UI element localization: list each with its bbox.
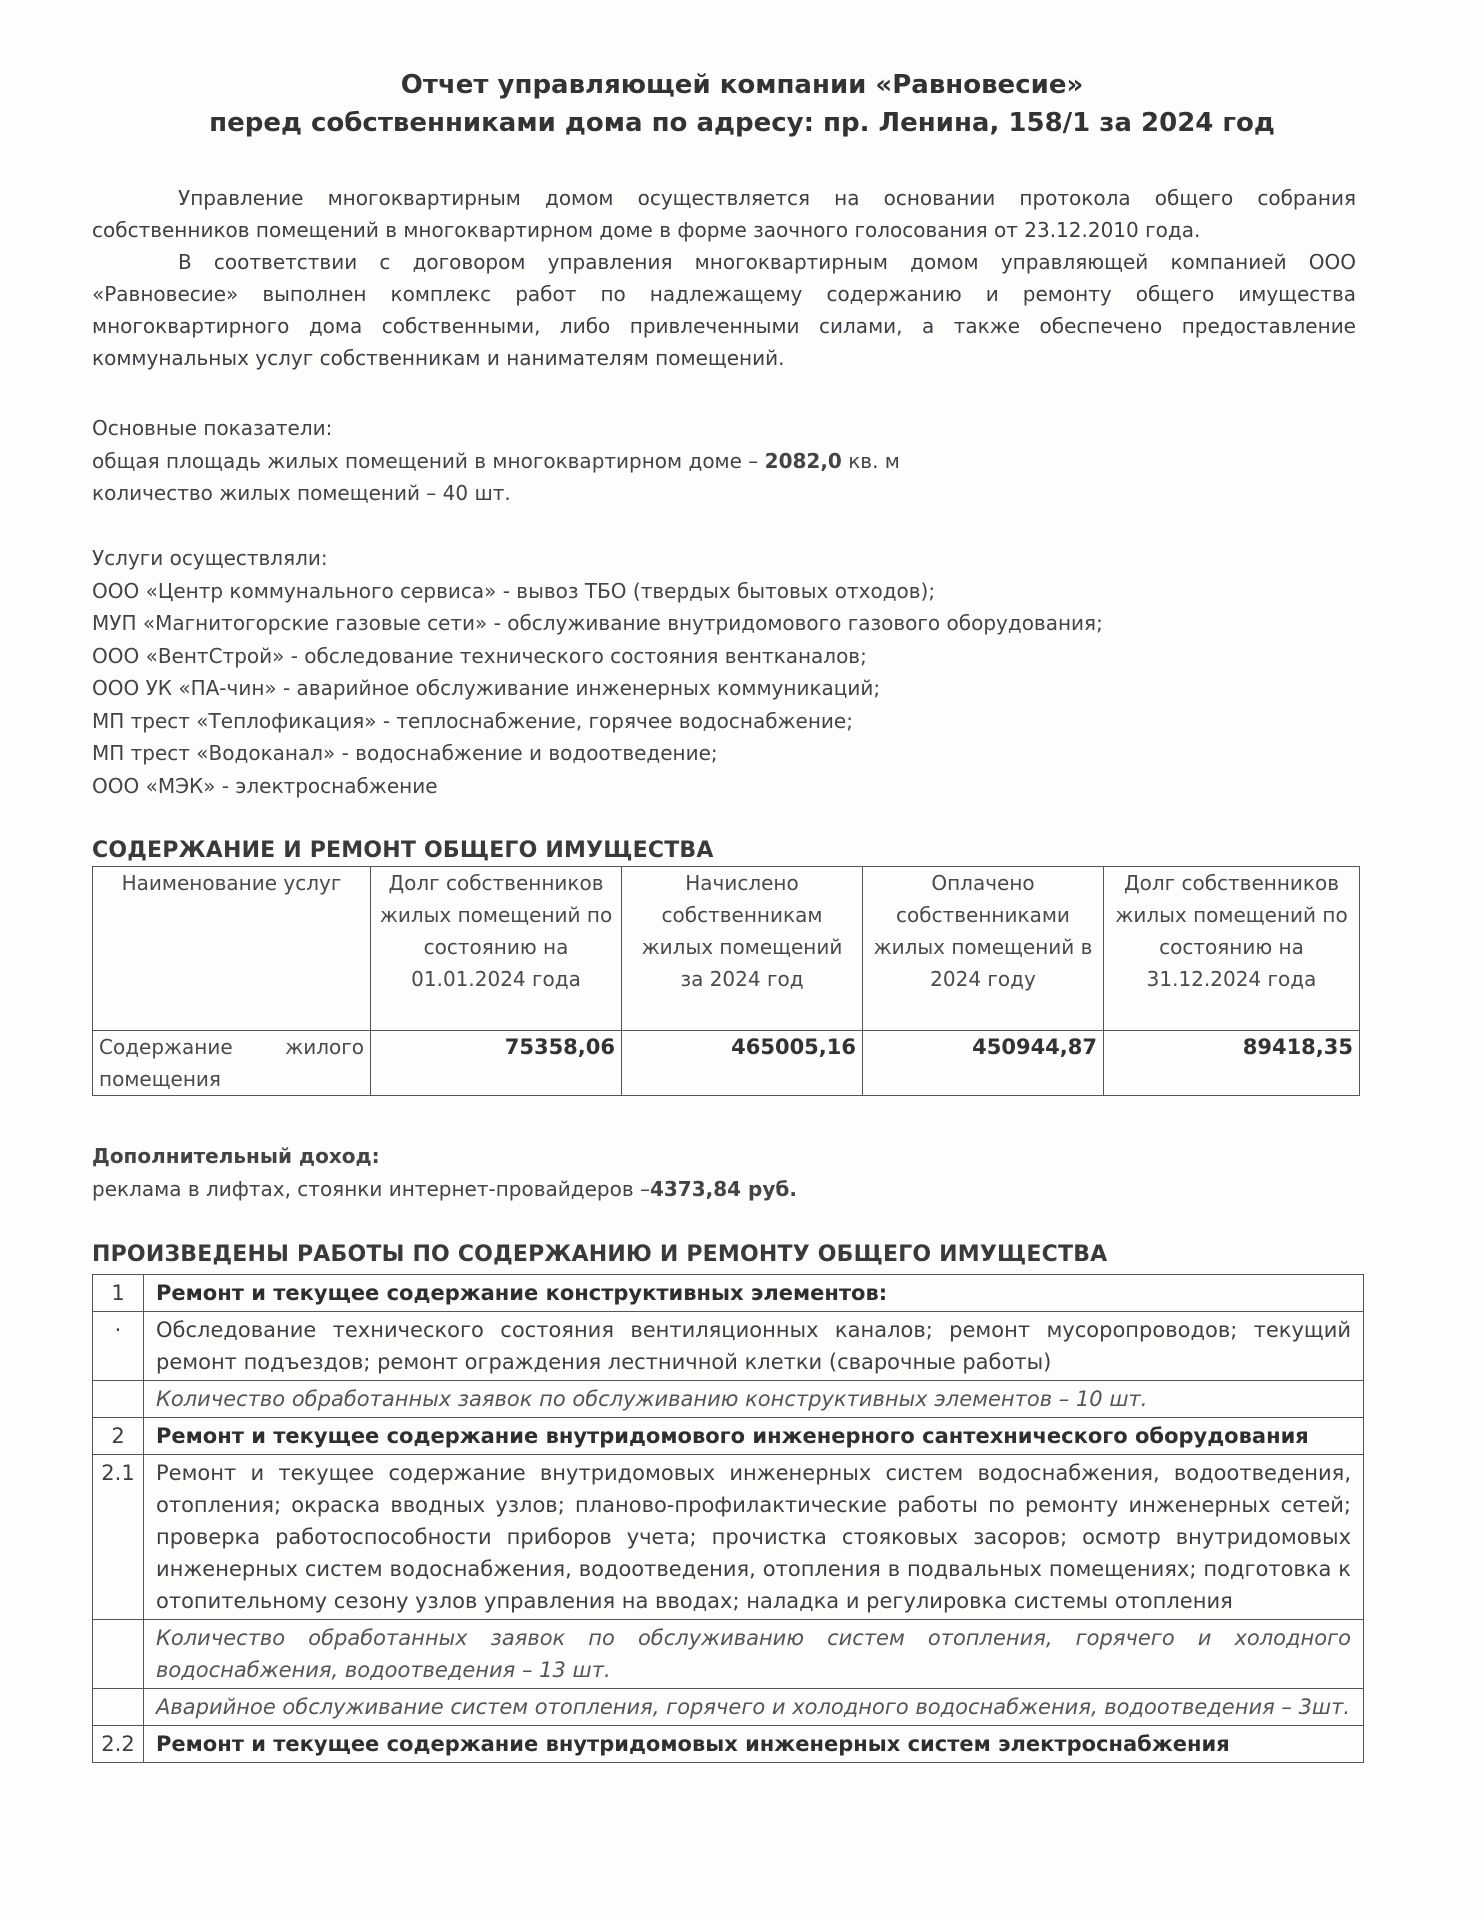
row-text: Обследование технического состояния вентиляционных каналов; ремонт мусоропроводов; текущий ремонт подъездов; ремонт ограждения лестничной клетки (сварочные работы) [144,1312,1364,1381]
extra-income-text: реклама в лифтах, стоянки интернет-провайдеров – [92,1176,650,1201]
service-item: ООО «Центр коммунального сервиса» - вывоз ТБО (твердых бытовых отходов); [92,578,936,603]
row-text: Ремонт и текущее содержание конструктивных элементов: [144,1275,1364,1312]
column-header: Начислено собственникам жилых помещений за 2024 год [622,867,863,1031]
count-indicator: количество жилых помещений – 40 шт. [92,481,511,505]
charged-cell: 465005,16 [622,1031,863,1096]
table-row [93,1620,1364,1689]
service-item: МП трест «Теплофикация» - теплоснабжение, горячее водоснабжение; [92,708,853,733]
maintenance-table [92,866,1360,1096]
extra-income-line [92,1173,1392,1206]
extra-income-heading: Дополнительный доход: [92,1144,380,1168]
area-value: 2082,0 [764,448,842,473]
table-header-row [93,867,1360,1031]
row-text: Ремонт и текущее содержание внутридомового инженерного сантехнического оборудования [144,1418,1364,1455]
works-table [92,1274,1364,1763]
title-line-1: Отчет управляющей компании «Равновесие» [400,70,1084,100]
works-heading: ПРОИЗВЕДЕНЫ РАБОТЫ ПО СОДЕРЖАНИЮ И РЕМОНТУ ОБЩЕГО ИМУЩЕСТВА [92,1242,1108,1267]
extra-income-section [92,1140,1392,1205]
service-item: МУП «Магнитогорские газовые сети» - обслуживание внутридомового газового оборудования; [92,611,1103,635]
row-number: 1 [93,1275,144,1312]
row-number [93,1689,144,1726]
debt-start-cell: 75358,06 [371,1031,622,1096]
area-unit: кв. м [841,448,900,473]
row-text: Количество обработанных заявок по обслуживанию систем отопления, горячего и холодного водоснабжения, водоотведения – 13 шт. [144,1620,1364,1689]
table-row [93,1275,1364,1312]
indicators-section [92,412,1392,510]
paid-cell: 450944,87 [863,1031,1104,1096]
table-row [93,1418,1364,1455]
column-header: Наименование услуг [93,867,371,1031]
row-number: 2.2 [93,1726,144,1763]
service-item: ООО УК «ПА-чин» - аварийное обслуживание инженерных коммуникаций; [92,676,881,700]
row-number: 2.1 [93,1455,144,1620]
table-row [93,1455,1364,1620]
area-indicator [92,445,1392,478]
row-text: Аварийное обслуживание систем отопления, горячего и холодного водоснабжения, водоотведения – 3шт. [144,1689,1364,1726]
area-label: общая площадь жилых помещений в многоквартирном доме – [92,448,765,473]
column-header: Долг собственников жилых помещений по состоянию на 01.01.2024 года [371,867,622,1031]
service-item: ООО «МЭК» - электроснабжение [92,773,438,798]
debt-end-cell: 89418,35 [1104,1031,1360,1096]
row-number: · [93,1312,144,1381]
row-text: Количество обработанных заявок по обслуживанию конструктивных элементов – 10 шт. [144,1381,1364,1418]
intro-paragraph-2: В соответствии с договором управления многоквартирным домом управляющей компанией ООО «Равновесие» выполнен комплекс работ по надлежащему содержанию и ремонту общего имущества многоквартирного дома собственными, либо привлеченными силами, а также обеспечено предоставление коммунальных услуг собственникам и нанимателям помещений. [92,250,1356,370]
intro-paragraph-1: Управление многоквартирным домом осуществляется на основании протокола общего собрания собственников помещений в многоквартирном доме в форме заочного голосования от 23.12.2010 года. [92,186,1356,242]
indicators-heading: Основные показатели: [92,416,333,440]
report-title [0,66,1484,142]
table-row [93,1726,1364,1763]
column-header: Оплачено собственниками жилых помещений в 2024 году [863,867,1104,1031]
service-item: МП трест «Водоканал» - водоснабжение и водоотведение; [92,741,718,765]
row-text: Ремонт и текущее содержание внутридомовых инженерных систем электроснабжения [144,1726,1364,1763]
title-line-2: перед собственниками дома по адресу: пр. Ленина, 158/1 за 2024 год [209,108,1275,138]
table-row [93,1312,1364,1381]
row-number: 2 [93,1418,144,1455]
table-row [93,1031,1360,1096]
row-text: Ремонт и текущее содержание внутридомовых инженерных систем водоснабжения, водоотведения, отопления; окраска вводных узлов; планово-профилактические работы по ремонту инженерных сетей; проверка работоспособности приборов учета; прочистка стояковых засоров; осмотр внутридомовых инженерных систем водоснабжения, водоотведения, отопления в подвальных помещениях; подготовка к отопительному сезону узлов управления на вводах; наладка и регулировка системы отопления [144,1455,1364,1620]
table-row [93,1689,1364,1726]
table-row [93,1381,1364,1418]
column-header: Долг собственников жилых помещений по состоянию на 31.12.2024 года [1104,867,1360,1031]
services-heading: Услуги осуществляли: [92,546,328,570]
maintenance-heading: СОДЕРЖАНИЕ И РЕМОНТ ОБЩЕГО ИМУЩЕСТВА [92,838,714,863]
row-number [93,1381,144,1418]
row-number [93,1620,144,1689]
extra-income-value: 4373,84 руб. [649,1176,797,1201]
services-section [92,542,1392,802]
service-name-cell: Содержание жилого помещения [93,1031,371,1096]
service-item: ООО «ВентСтрой» - обследование технического состояния вентканалов; [92,643,867,668]
